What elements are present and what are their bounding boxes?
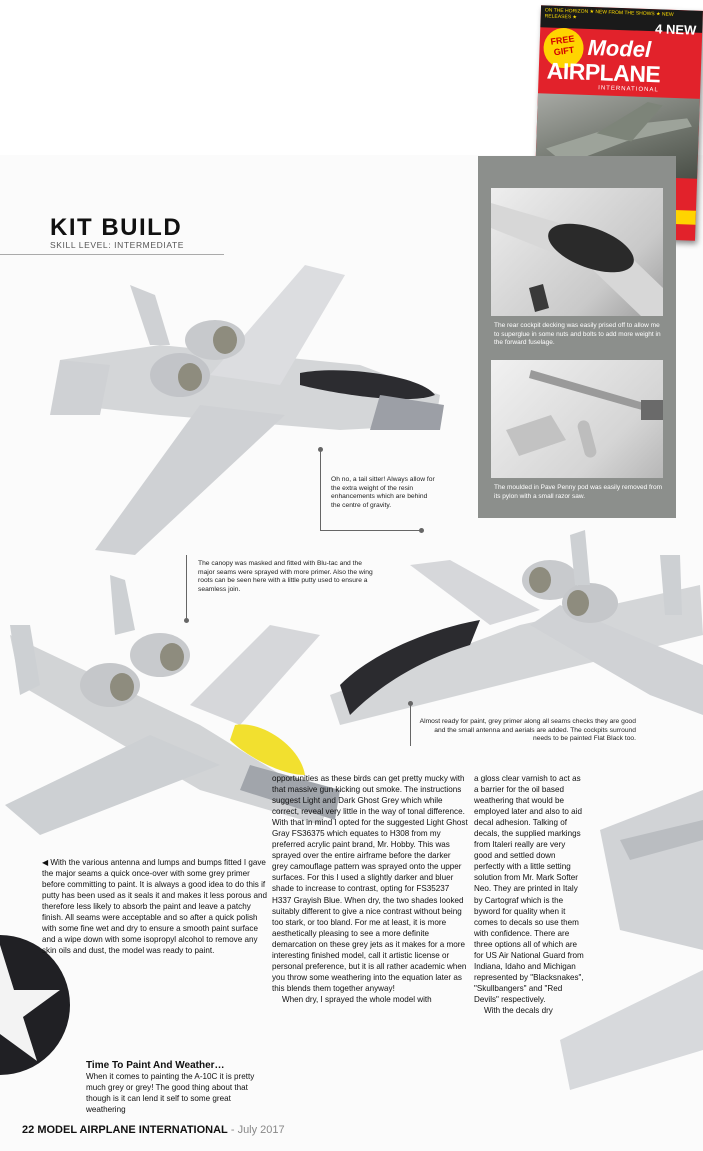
cockpit-decking-photo bbox=[491, 188, 663, 316]
cover-masthead-model: Model bbox=[587, 34, 652, 63]
body-column-2 bbox=[272, 773, 468, 1005]
side-caption-1: The rear cockpit decking was easily prised off to allow me to superglue in some nuts and bolts to add more weight in the forward fuselage. bbox=[494, 322, 661, 346]
aircraft-photo-top bbox=[40, 265, 460, 555]
body-column-3 bbox=[474, 773, 584, 1016]
footer-separator: - bbox=[227, 1124, 238, 1136]
col1-subhead: Time To Paint And Weather… bbox=[86, 1060, 225, 1071]
col2-para1: opportunities as these birds can get pretty mucky with that massive gun kicking out smoke. The instructions suggest Light and Dark Ghost Grey which while correct, reveal very little in the way of tonal difference. With that in mind I opted for the suggested Light Ghost Gray FS36375 which equates to H308 from my preferred acrylic paint brand, Mr. Hobby. This was sprayed over the entire airframe before the darker grey camouflage pattern was sprayed onto the upper surfaces. For this I used a slightly darker and bluer shade to increase to contrast, opting for FS35237 H337 Grayish Blue. When dry, the two shades looked suitably different to give a nice contrast without being too stark, or too bland. For me at least, it is more aesthetically pleasing to see a more definite demarcation on these grey jets as it makes for a more interesting finished model, call it artistic license or personal preference, but it is all rather academic when you throw some weathering into the equation later as this blends them together anyway! bbox=[272, 774, 468, 993]
cover-gift-badge: FREE GIFT bbox=[541, 25, 586, 70]
cover-strip: ON THE HORIZON ★ NEW FROM THE SHOWS ★ NEW RELEASES ★ bbox=[540, 5, 703, 33]
page-footer bbox=[22, 1124, 285, 1136]
magazine-name: MODEL AIRPLANE INTERNATIONAL bbox=[37, 1124, 228, 1136]
header-divider bbox=[0, 254, 224, 255]
pave-penny-photo bbox=[491, 360, 663, 478]
col3-para2: With the decals dry bbox=[484, 1005, 553, 1015]
page-title: KIT BUILD bbox=[50, 214, 183, 241]
aircraft-photo-primed bbox=[320, 525, 703, 725]
col1-para2: When it comes to painting the A-10C it is pretty much grey or grey! The good thing about that though is it can lend it self to some great weathering bbox=[86, 1072, 255, 1115]
col3-para1: a gloss clear varnish to act as a barrier for the oil based weathering that would be employed later and also to aid decal adhesion. Talking of decals, the supplied markings from Italeri really are very good and settled down perfectly with a little setting solution from Mr. Mark Softer Neo. They are printed in Italy by Cartograf which is the byword for quality when it comes to decals so use them with confidence. There are three options all of which are for US Air National Guard from Indiana, Idaho and Michigan represented by "Blacksnakes", "Skullbangers" and "Red Devils" respectively. bbox=[474, 774, 584, 1004]
side-caption-2: The moulded in Pave Penny pod was easily removed from its pylon with a small razor saw. bbox=[494, 484, 663, 500]
cover-masthead-international: INTERNATIONAL bbox=[598, 85, 659, 94]
cover-masthead-airplane: AIRPLANE bbox=[546, 57, 661, 88]
col1-para1-text: With the various antenna and lumps and bumps fitted I gave the major seams a quick once-over with some grey primer before committing to paint. It is always a good idea to do this if putty has been used as it seals it and makes it less porous and therefore less likely to absorb the paint and leave a patchy finish. All seams were acceptable and so after a quick polish with some fine wet and dry to ensure a smooth paint surface and a wipe down with some isopropyl alcohol to remove any skin oils and dust, the model was ready to paint. bbox=[42, 858, 267, 956]
caption-leader-dot-1b bbox=[419, 528, 424, 533]
caption-tail-sitter: Oh no, a tail sitter! Always allow for the extra weight of the resin enhancements which are behind the centre of gravity. bbox=[331, 476, 435, 509]
col1-para1 bbox=[42, 857, 270, 956]
page-number: 22 bbox=[22, 1124, 35, 1136]
caption-leader-dot-2 bbox=[184, 618, 189, 623]
caption-canopy: The canopy was masked and fitted with Blu-tac and the major seams were sprayed with more primer. Also the wing roots can be seen here with a little putty used to ensure a seamless join. bbox=[198, 560, 373, 593]
skill-level: SKILL LEVEL: INTERMEDIATE bbox=[50, 240, 185, 250]
razor-saw-image bbox=[491, 360, 663, 478]
caption-leader-1 bbox=[320, 450, 321, 530]
caption-ready: Almost ready for paint, grey primer along all seams checks they are good and the small antenna and aerials are added. The cockpits surround needs to be painted Flat Black too. bbox=[419, 718, 636, 742]
caption-leader-3 bbox=[410, 704, 411, 746]
caption-leader-dot-3 bbox=[408, 701, 413, 706]
cover-new-badge: 4 NEW bbox=[654, 21, 697, 38]
body-column-1 bbox=[42, 857, 270, 956]
caption-leader-1b bbox=[320, 530, 422, 531]
body-column-1-lower bbox=[86, 1060, 270, 1115]
triangle-marker-icon: ◀ bbox=[42, 858, 51, 867]
issue-date: July 2017 bbox=[237, 1124, 285, 1136]
caption-leader-2 bbox=[186, 555, 187, 621]
cockpit-image bbox=[491, 188, 663, 316]
col2-para2: When dry, I sprayed the whole model with bbox=[282, 994, 432, 1004]
caption-leader-dot-1 bbox=[318, 447, 323, 452]
